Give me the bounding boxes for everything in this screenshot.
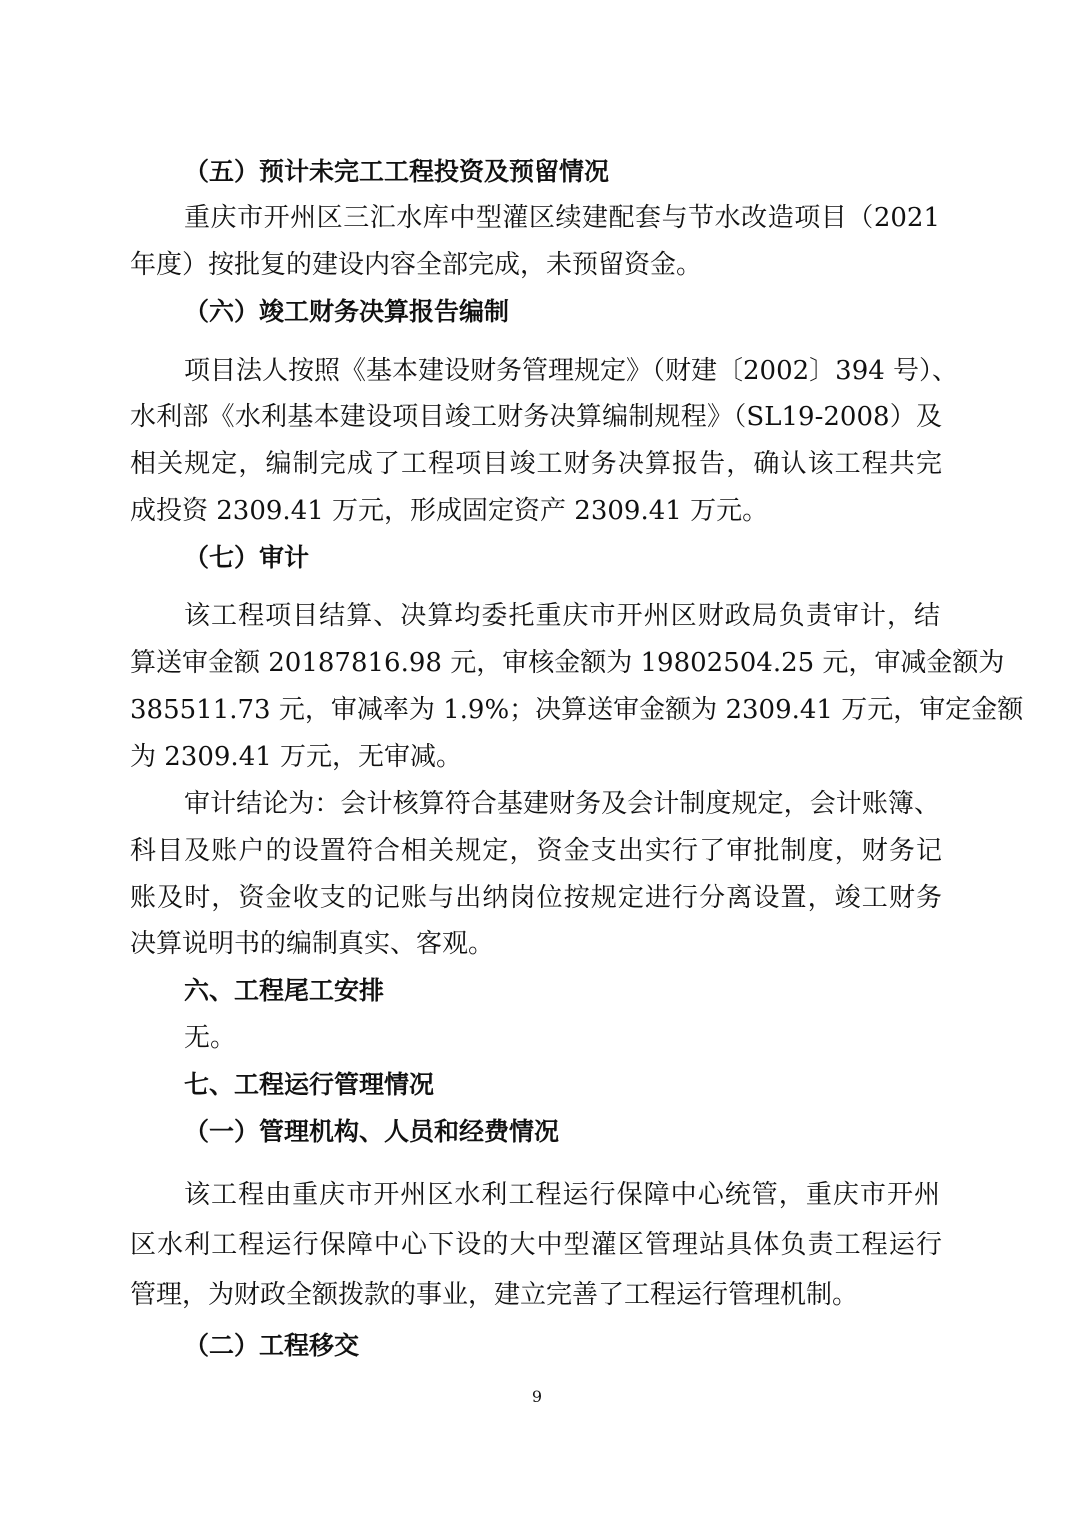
section-heading-5: （五）预计未完工工程投资及预留情况	[184, 157, 610, 186]
paragraph-line: 该工程由重庆市开州区水利工程运行保障中心统管，重庆市开州	[184, 1180, 940, 1210]
paragraph-line: 年度）按批复的建设内容全部完成，未预留资金。	[130, 250, 703, 280]
paragraph-line: 决算说明书的编制真实、客观。	[130, 929, 495, 959]
paragraph-line: 算送审金额 20187816.98 元，审核金额为 19802504.25 元，审减金额为	[130, 648, 1005, 678]
page-number: 9	[531, 1387, 543, 1406]
paragraph-line: 相关规定，编制完成了工程项目竣工财务决算报告，确认该工程共完	[130, 449, 942, 479]
paragraph-line: 账及时，资金收支的记账与出纳岗位按规定进行分离设置，竣工财务	[130, 883, 942, 913]
paragraph-line: 重庆市开州区三汇水库中型灌区续建配套与节水改造项目（2021	[184, 203, 940, 233]
paragraph-line: 区水利工程运行保障中心下设的大中型灌区管理站具体负责工程运行	[130, 1230, 942, 1260]
paragraph-line: 水利部《水利基本建设项目竣工财务决算编制规程》（SL19-2008）及	[130, 402, 942, 432]
paragraph-line: 无。	[184, 1023, 237, 1053]
chapter-heading-7: 七、工程运行管理情况	[184, 1070, 435, 1099]
section-heading-7: （七）审计	[184, 543, 310, 572]
paragraph-line: 385511.73 元，审减率为 1.9%；决算送审金额为 2309.41 万元，审定金额	[130, 695, 1024, 725]
paragraph-line: 管理，为财政全额拨款的事业，建立完善了工程运行管理机制。	[130, 1280, 859, 1310]
section-heading-7-1: （一）管理机构、人员和经费情况	[184, 1117, 560, 1146]
chapter-heading-6: 六、工程尾工安排	[184, 976, 385, 1005]
paragraph-line: 科目及账户的设置符合相关规定，资金支出实行了审批制度，财务记	[130, 836, 942, 866]
section-heading-6: （六）竣工财务决算报告编制	[184, 297, 510, 326]
paragraph-line: 项目法人按照《基本建设财务管理规定》（财建〔2002〕394 号）、	[184, 356, 959, 386]
paragraph-line: 成投资 2309.41 万元，形成固定资产 2309.41 万元。	[130, 496, 769, 526]
paragraph-line: 为 2309.41 万元，无审减。	[130, 742, 463, 772]
section-heading-7-2: （二）工程移交	[184, 1331, 360, 1360]
paragraph-line: 该工程项目结算、决算均委托重庆市开州区财政局负责审计，结	[184, 601, 940, 631]
paragraph-line: 审计结论为：会计核算符合基建财务及会计制度规定，会计账簿、	[184, 789, 940, 819]
